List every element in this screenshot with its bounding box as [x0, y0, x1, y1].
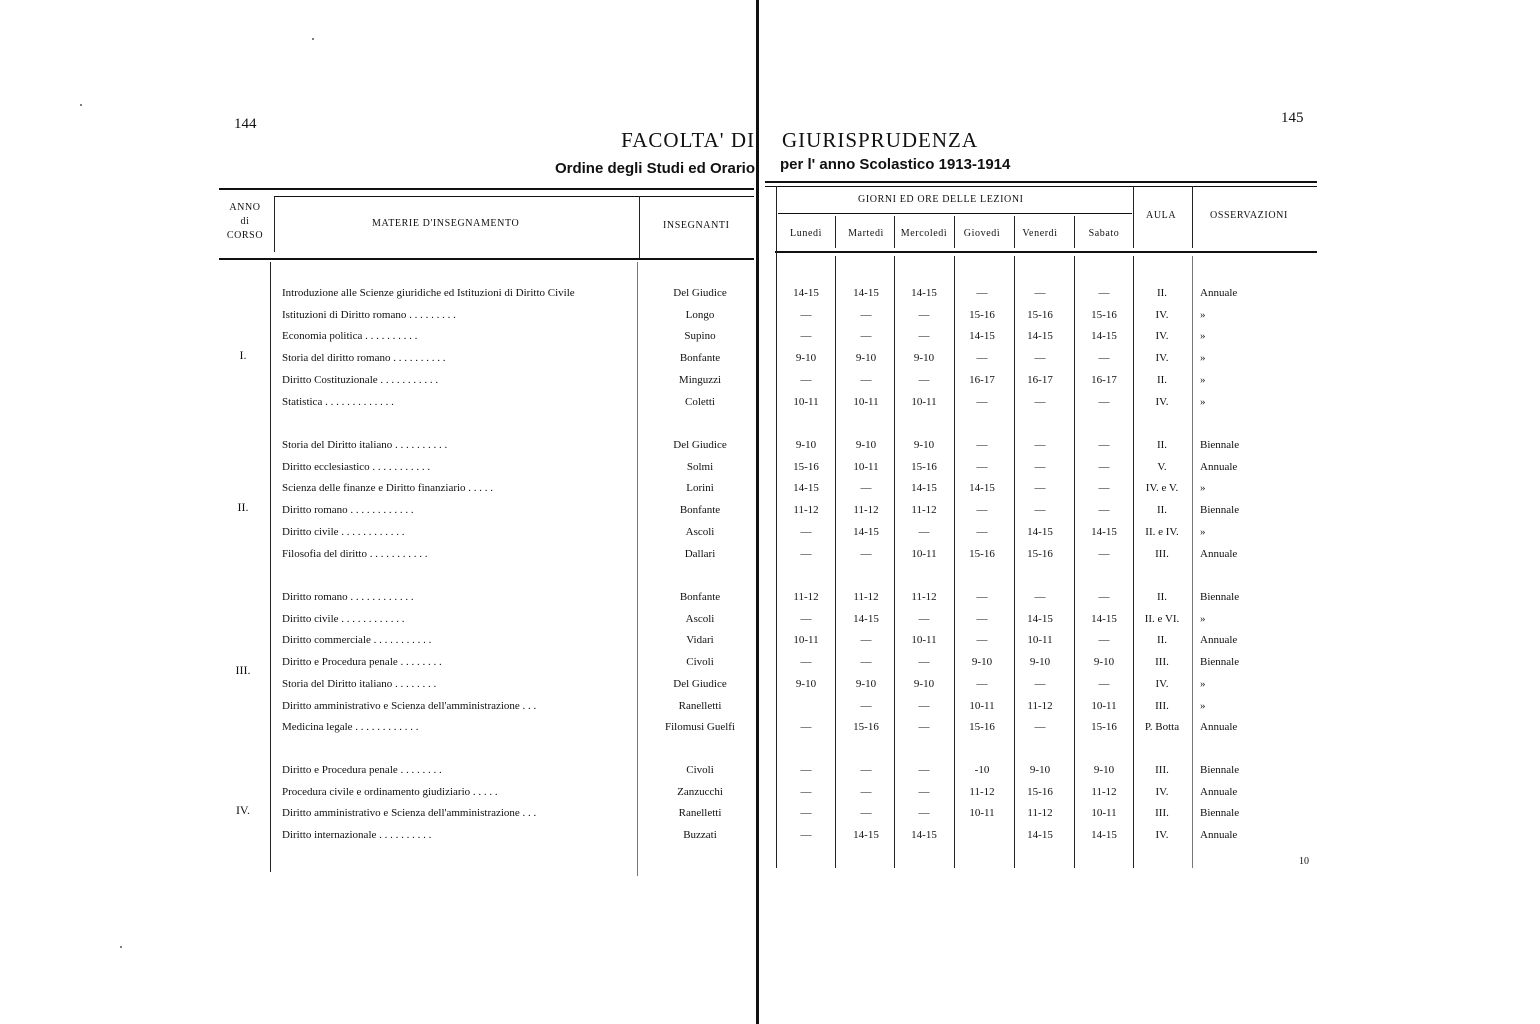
lesson-hour: 14-15	[969, 330, 995, 342]
lesson-hour: 15-16	[793, 461, 819, 473]
lesson-hour: —	[918, 764, 930, 776]
speck	[80, 104, 82, 106]
day-header: Venerdì	[1022, 228, 1058, 239]
right-divider	[1074, 216, 1075, 248]
lesson-hour: —	[800, 330, 812, 342]
insegnanti-header: INSEGNANTI	[663, 220, 730, 231]
right-divider	[776, 186, 777, 868]
course-note: Annuale	[1200, 829, 1238, 841]
lesson-hour: 14-15	[969, 482, 995, 494]
lesson-hour: —	[976, 613, 988, 625]
course-subject: Diritto romano . . . . . . . . . . . .	[282, 504, 414, 516]
lesson-hour: 14-15	[1091, 613, 1117, 625]
lesson-hour: 10-11	[793, 396, 819, 408]
lesson-hour: —	[976, 287, 988, 299]
lesson-hour: 9-10	[913, 352, 935, 364]
lesson-hour: —	[1034, 461, 1046, 473]
year-label: IV.	[235, 803, 251, 817]
right-top-rule-inner	[765, 186, 1317, 187]
lesson-hour: —	[976, 504, 988, 516]
lesson-hour: 9-10	[913, 678, 935, 690]
lesson-hour: —	[860, 700, 872, 712]
course-subject: Scienza delle finanze e Diritto finanziario . . . . .	[282, 482, 494, 494]
page-fold	[756, 0, 759, 1024]
lesson-hour: 14-15	[1027, 526, 1053, 538]
lesson-hour: 10-11	[911, 548, 937, 560]
lesson-hour: —	[918, 526, 930, 538]
lesson-hour: 15-16	[853, 721, 879, 733]
course-teacher: Vidari	[686, 634, 714, 646]
lesson-hour: —	[1034, 504, 1046, 516]
lesson-hour: 10-11	[1027, 634, 1053, 646]
lesson-hour: —	[1034, 678, 1046, 690]
course-note: Biennale	[1200, 591, 1240, 603]
lesson-hour: —	[800, 309, 812, 321]
lesson-hour: —	[800, 548, 812, 560]
left-body-divider	[637, 262, 638, 876]
lesson-hour: —	[860, 786, 872, 798]
lesson-hour: 10-11	[853, 461, 879, 473]
course-teacher: Supino	[684, 330, 716, 342]
lesson-hour: 10-11	[1091, 807, 1117, 819]
lesson-hour: 14-15	[853, 526, 879, 538]
right-page-number: 145	[1281, 110, 1304, 126]
lesson-hour: 9-10	[1093, 656, 1115, 668]
course-room: III.	[1155, 807, 1169, 819]
right-divider	[835, 216, 836, 248]
lesson-hour: —	[1034, 591, 1046, 603]
course-subject: Filosofia del diritto . . . . . . . . . . .	[282, 548, 428, 560]
lesson-hour: —	[918, 613, 930, 625]
lesson-hour: 14-15	[853, 287, 879, 299]
lesson-hour: —	[800, 656, 812, 668]
lesson-hour: —	[918, 786, 930, 798]
right-body-divider	[835, 256, 836, 868]
year-label: III.	[235, 663, 251, 677]
lesson-hour: —	[860, 482, 872, 494]
lesson-hour: 15-16	[1027, 309, 1053, 321]
course-note: Biennale	[1200, 656, 1240, 668]
course-note: »	[1200, 330, 1206, 342]
lesson-hour: 15-16	[969, 721, 995, 733]
lesson-hour: —	[800, 374, 812, 386]
course-room: III.	[1155, 548, 1169, 560]
lesson-hour: —	[1098, 352, 1110, 364]
footer-mark: 10	[1299, 856, 1309, 867]
lesson-hour: —	[800, 807, 812, 819]
lesson-hour: —	[976, 526, 988, 538]
course-room: II.	[1156, 634, 1168, 646]
year-label: I.	[239, 348, 247, 362]
lesson-hour: —	[1098, 461, 1110, 473]
course-subject: Diritto ecclesiastico . . . . . . . . . . .	[282, 461, 431, 473]
lesson-hour: —	[1098, 634, 1110, 646]
right-days-rule	[778, 213, 1132, 214]
course-room: IV. e V.	[1145, 482, 1179, 494]
course-room: II. e IV.	[1145, 526, 1179, 538]
lesson-hour: —	[1034, 396, 1046, 408]
lesson-hour: 9-10	[795, 678, 817, 690]
aula-header: AULA	[1146, 210, 1177, 221]
lesson-hour: 14-15	[1027, 829, 1053, 841]
course-note: »	[1200, 613, 1206, 625]
course-room: III.	[1155, 700, 1169, 712]
course-subject: Diritto amministrativo e Scienza dell'amministrazione . . .	[282, 700, 537, 712]
lesson-hour: —	[860, 764, 872, 776]
course-room: IV.	[1155, 829, 1169, 841]
lesson-hour: 14-15	[1091, 330, 1117, 342]
lesson-hour: 9-10	[855, 352, 877, 364]
lesson-hour: —	[1034, 439, 1046, 451]
lesson-hour: —	[976, 678, 988, 690]
course-teacher: Minguzzi	[678, 374, 722, 386]
course-subject: Economia politica . . . . . . . . . .	[282, 330, 418, 342]
course-note: »	[1200, 396, 1206, 408]
right-top-rule	[765, 181, 1317, 183]
lesson-hour: 10-11	[793, 634, 819, 646]
anno-header-line: di	[240, 216, 250, 227]
lesson-hour: —	[918, 330, 930, 342]
course-teacher: Lorini	[686, 482, 714, 494]
right-body-divider	[894, 256, 895, 868]
course-room: II.	[1156, 439, 1168, 451]
course-subject: Storia del Diritto italiano . . . . . . . .	[282, 678, 437, 690]
lesson-hour: 14-15	[853, 613, 879, 625]
course-room: II.	[1156, 504, 1168, 516]
course-note: »	[1200, 482, 1206, 494]
lesson-hour: 14-15	[911, 482, 937, 494]
lesson-hour: 9-10	[1029, 656, 1051, 668]
right-divider	[954, 216, 955, 248]
left-subtitle: Ordine degli Studi ed Orario	[554, 160, 755, 177]
lesson-hour: 11-12	[793, 504, 819, 516]
lesson-hour: 11-12	[1027, 700, 1053, 712]
course-note: Annuale	[1200, 634, 1238, 646]
course-room: II.	[1156, 374, 1168, 386]
anno-header	[226, 202, 264, 241]
left-top-rule-inner	[274, 196, 754, 197]
lesson-hour: 14-15	[911, 829, 937, 841]
lesson-hour: 11-12	[853, 504, 879, 516]
lesson-hour: 9-10	[971, 656, 993, 668]
course-subject: Diritto civile . . . . . . . . . . . .	[282, 613, 405, 625]
right-subtitle: per l' anno Scolastico 1913-1914	[780, 156, 1011, 173]
lesson-hour: 14-15	[1091, 829, 1117, 841]
lesson-hour: 9-10	[855, 678, 877, 690]
course-note: Annuale	[1200, 721, 1238, 733]
lesson-hour: 11-12	[1027, 807, 1053, 819]
course-note: Annuale	[1200, 786, 1238, 798]
lesson-hour: —	[860, 807, 872, 819]
lesson-hour: —	[1098, 439, 1110, 451]
lesson-hour: 15-16	[1091, 721, 1117, 733]
lesson-hour: —	[1098, 548, 1110, 560]
course-subject: Medicina legale . . . . . . . . . . . .	[282, 721, 419, 733]
year-label: II.	[237, 500, 249, 514]
lesson-hour: —	[800, 721, 812, 733]
course-note: »	[1200, 309, 1206, 321]
course-subject: Diritto romano . . . . . . . . . . . .	[282, 591, 414, 603]
course-subject: Istituzioni di Diritto romano . . . . . . . . .	[282, 309, 456, 321]
lesson-hour: 15-16	[1027, 786, 1053, 798]
right-body-divider	[1192, 256, 1193, 868]
lesson-hour: —	[918, 656, 930, 668]
lesson-hour: -10	[974, 764, 990, 776]
course-room: IV.	[1155, 352, 1169, 364]
lesson-hour: 15-16	[969, 309, 995, 321]
course-teacher: Civoli	[686, 656, 714, 668]
course-note: »	[1200, 352, 1206, 364]
lesson-hour: —	[800, 786, 812, 798]
lesson-hour: —	[1034, 482, 1046, 494]
course-note: Biennale	[1200, 764, 1240, 776]
anno-header-line: ANNO	[229, 202, 261, 213]
lesson-hour: —	[976, 352, 988, 364]
lesson-hour: 14-15	[1027, 613, 1053, 625]
left-page-number: 144	[234, 116, 257, 132]
course-teacher: Zanzucchi	[677, 786, 723, 798]
course-teacher: Ascoli	[685, 526, 715, 538]
right-divider	[894, 216, 895, 248]
course-subject: Storia del Diritto italiano . . . . . . . . . .	[282, 439, 448, 451]
lesson-hour: —	[860, 548, 872, 560]
lesson-hour: —	[1098, 287, 1110, 299]
lesson-hour: 14-15	[793, 482, 819, 494]
osservazioni-header: OSSERVAZIONI	[1210, 210, 1288, 221]
lesson-hour: 14-15	[793, 287, 819, 299]
anno-header-line: CORSO	[226, 230, 264, 241]
left-divider	[639, 196, 640, 258]
course-teacher: Del Giudice	[673, 287, 727, 299]
course-teacher: Coletti	[685, 396, 715, 408]
lesson-hour: 10-11	[911, 396, 937, 408]
day-header: Lunedì	[790, 228, 822, 239]
day-header: Sabato	[1088, 228, 1120, 239]
lesson-hour: —	[976, 634, 988, 646]
lesson-hour: 9-10	[795, 352, 817, 364]
lesson-hour: —	[976, 396, 988, 408]
lesson-hour: 10-11	[969, 700, 995, 712]
course-room: IV.	[1155, 330, 1169, 342]
course-teacher: Longo	[685, 309, 715, 321]
lesson-hour: 15-16	[911, 461, 937, 473]
right-body-divider	[1133, 256, 1134, 868]
giorni-header: GIORNI ED ORE DELLE LEZIONI	[858, 194, 1024, 205]
lesson-hour: 15-16	[1091, 309, 1117, 321]
lesson-hour: 11-12	[969, 786, 995, 798]
course-subject: Diritto e Procedura penale . . . . . . . .	[282, 764, 442, 776]
course-note: »	[1200, 700, 1206, 712]
lesson-hour: —	[1098, 396, 1110, 408]
left-body-divider	[270, 262, 271, 872]
lesson-hour: —	[918, 309, 930, 321]
course-teacher: Del Giudice	[673, 678, 727, 690]
course-teacher: Civoli	[686, 764, 714, 776]
course-subject: Storia del diritto romano . . . . . . . . . .	[282, 352, 446, 364]
course-room: II.	[1156, 591, 1168, 603]
lesson-hour: —	[1034, 721, 1046, 733]
lesson-hour: 11-12	[1091, 786, 1117, 798]
lesson-hour: —	[860, 634, 872, 646]
right-body-divider	[1014, 256, 1015, 868]
course-teacher: Dallari	[684, 548, 716, 560]
lesson-hour: —	[1098, 678, 1110, 690]
speck	[120, 946, 122, 948]
left-header-rule	[219, 258, 754, 260]
course-room: IV.	[1155, 309, 1169, 321]
course-note: »	[1200, 526, 1206, 538]
course-teacher: Buzzati	[683, 829, 717, 841]
course-note: Biennale	[1200, 439, 1240, 451]
lesson-hour: 9-10	[855, 439, 877, 451]
course-room: P. Botta	[1144, 721, 1180, 733]
speck	[312, 38, 314, 40]
lesson-hour: 15-16	[969, 548, 995, 560]
lesson-hour: 9-10	[1029, 764, 1051, 776]
course-room: II. e VI.	[1144, 613, 1180, 625]
materie-header: MATERIE D'INSEGNAMENTO	[372, 218, 520, 229]
course-subject: Introduzione alle Scienze giuridiche ed Istituzioni di Diritto Civile	[282, 287, 575, 299]
lesson-hour: 9-10	[795, 439, 817, 451]
lesson-hour: —	[918, 721, 930, 733]
lesson-hour: 16-17	[1027, 374, 1053, 386]
lesson-hour: 9-10	[1093, 764, 1115, 776]
left-top-rule	[219, 188, 754, 190]
course-teacher: Ranelletti	[678, 807, 722, 819]
lesson-hour: 16-17	[969, 374, 995, 386]
course-subject: Diritto Costituzionale . . . . . . . . . . .	[282, 374, 439, 386]
lesson-hour: —	[1098, 591, 1110, 603]
course-room: IV.	[1155, 786, 1169, 798]
lesson-hour: —	[918, 700, 930, 712]
lesson-hour: 14-15	[853, 829, 879, 841]
day-header: Martedì	[848, 228, 884, 239]
course-teacher: Bonfante	[679, 504, 721, 516]
course-teacher: Del Giudice	[673, 439, 727, 451]
lesson-hour: —	[1098, 504, 1110, 516]
course-subject: Diritto e Procedura penale . . . . . . . .	[282, 656, 442, 668]
course-teacher: Bonfante	[679, 352, 721, 364]
course-room: II.	[1156, 287, 1168, 299]
course-note: Biennale	[1200, 504, 1240, 516]
lesson-hour: 14-15	[911, 287, 937, 299]
lesson-hour: 11-12	[793, 591, 819, 603]
lesson-hour: 14-15	[1027, 330, 1053, 342]
course-note: »	[1200, 678, 1206, 690]
course-teacher: Solmi	[686, 461, 714, 473]
course-room: IV.	[1155, 396, 1169, 408]
course-note: Annuale	[1200, 461, 1238, 473]
lesson-hour: —	[800, 764, 812, 776]
lesson-hour: 11-12	[853, 591, 879, 603]
course-subject: Diritto internazionale . . . . . . . . . .	[282, 829, 432, 841]
lesson-hour: —	[976, 591, 988, 603]
lesson-hour: 11-12	[911, 504, 937, 516]
course-teacher: Bonfante	[679, 591, 721, 603]
course-subject: Diritto civile . . . . . . . . . . . .	[282, 526, 405, 538]
lesson-hour: —	[860, 656, 872, 668]
lesson-hour: 10-11	[911, 634, 937, 646]
right-divider	[1192, 186, 1193, 248]
lesson-hour: —	[918, 374, 930, 386]
lesson-hour: —	[860, 309, 872, 321]
lesson-hour: —	[1034, 352, 1046, 364]
lesson-hour: 10-11	[1091, 700, 1117, 712]
lesson-hour: 10-11	[969, 807, 995, 819]
course-subject: Statistica . . . . . . . . . . . . .	[282, 396, 394, 408]
lesson-hour: —	[918, 807, 930, 819]
course-room: V.	[1157, 461, 1167, 473]
course-note: Annuale	[1200, 287, 1238, 299]
course-room: III.	[1155, 764, 1169, 776]
day-header: Mercoledì	[900, 228, 948, 239]
lesson-hour: 14-15	[1091, 526, 1117, 538]
left-divider	[274, 196, 275, 252]
day-header: Giovedì	[963, 228, 1001, 239]
lesson-hour: 11-12	[911, 591, 937, 603]
lesson-hour: 10-11	[853, 396, 879, 408]
lesson-hour: —	[800, 613, 812, 625]
lesson-hour: —	[860, 374, 872, 386]
lesson-hour: 15-16	[1027, 548, 1053, 560]
course-subject: Diritto amministrativo e Scienza dell'amministrazione . . .	[282, 807, 537, 819]
lesson-hour: —	[860, 330, 872, 342]
lesson-hour: —	[800, 526, 812, 538]
right-header-rule	[775, 251, 1317, 253]
lesson-hour: —	[800, 829, 812, 841]
lesson-hour: —	[976, 439, 988, 451]
course-teacher: Ascoli	[685, 613, 715, 625]
right-body-divider	[954, 256, 955, 868]
left-title: FACOLTA' DI	[621, 128, 755, 152]
course-teacher: Filomusi Guelfi	[665, 721, 735, 733]
right-divider	[1014, 216, 1015, 248]
course-subject: Procedura civile e ordinamento giudiziario . . . . .	[282, 786, 498, 798]
course-room: III.	[1155, 656, 1169, 668]
lesson-hour: —	[1034, 287, 1046, 299]
lesson-hour: 16-17	[1091, 374, 1117, 386]
lesson-hour: —	[976, 461, 988, 473]
course-note: Biennale	[1200, 807, 1240, 819]
course-teacher: Ranelletti	[678, 700, 722, 712]
lesson-hour: —	[1098, 482, 1110, 494]
course-subject: Diritto commerciale . . . . . . . . . . .	[282, 634, 432, 646]
course-note: »	[1200, 374, 1206, 386]
course-room: IV.	[1155, 678, 1169, 690]
right-body-divider	[1074, 256, 1075, 868]
right-title: GIURISPRUDENZA	[782, 128, 979, 152]
lesson-hour: 9-10	[913, 439, 935, 451]
course-note: Annuale	[1200, 548, 1238, 560]
right-divider	[1133, 186, 1134, 248]
